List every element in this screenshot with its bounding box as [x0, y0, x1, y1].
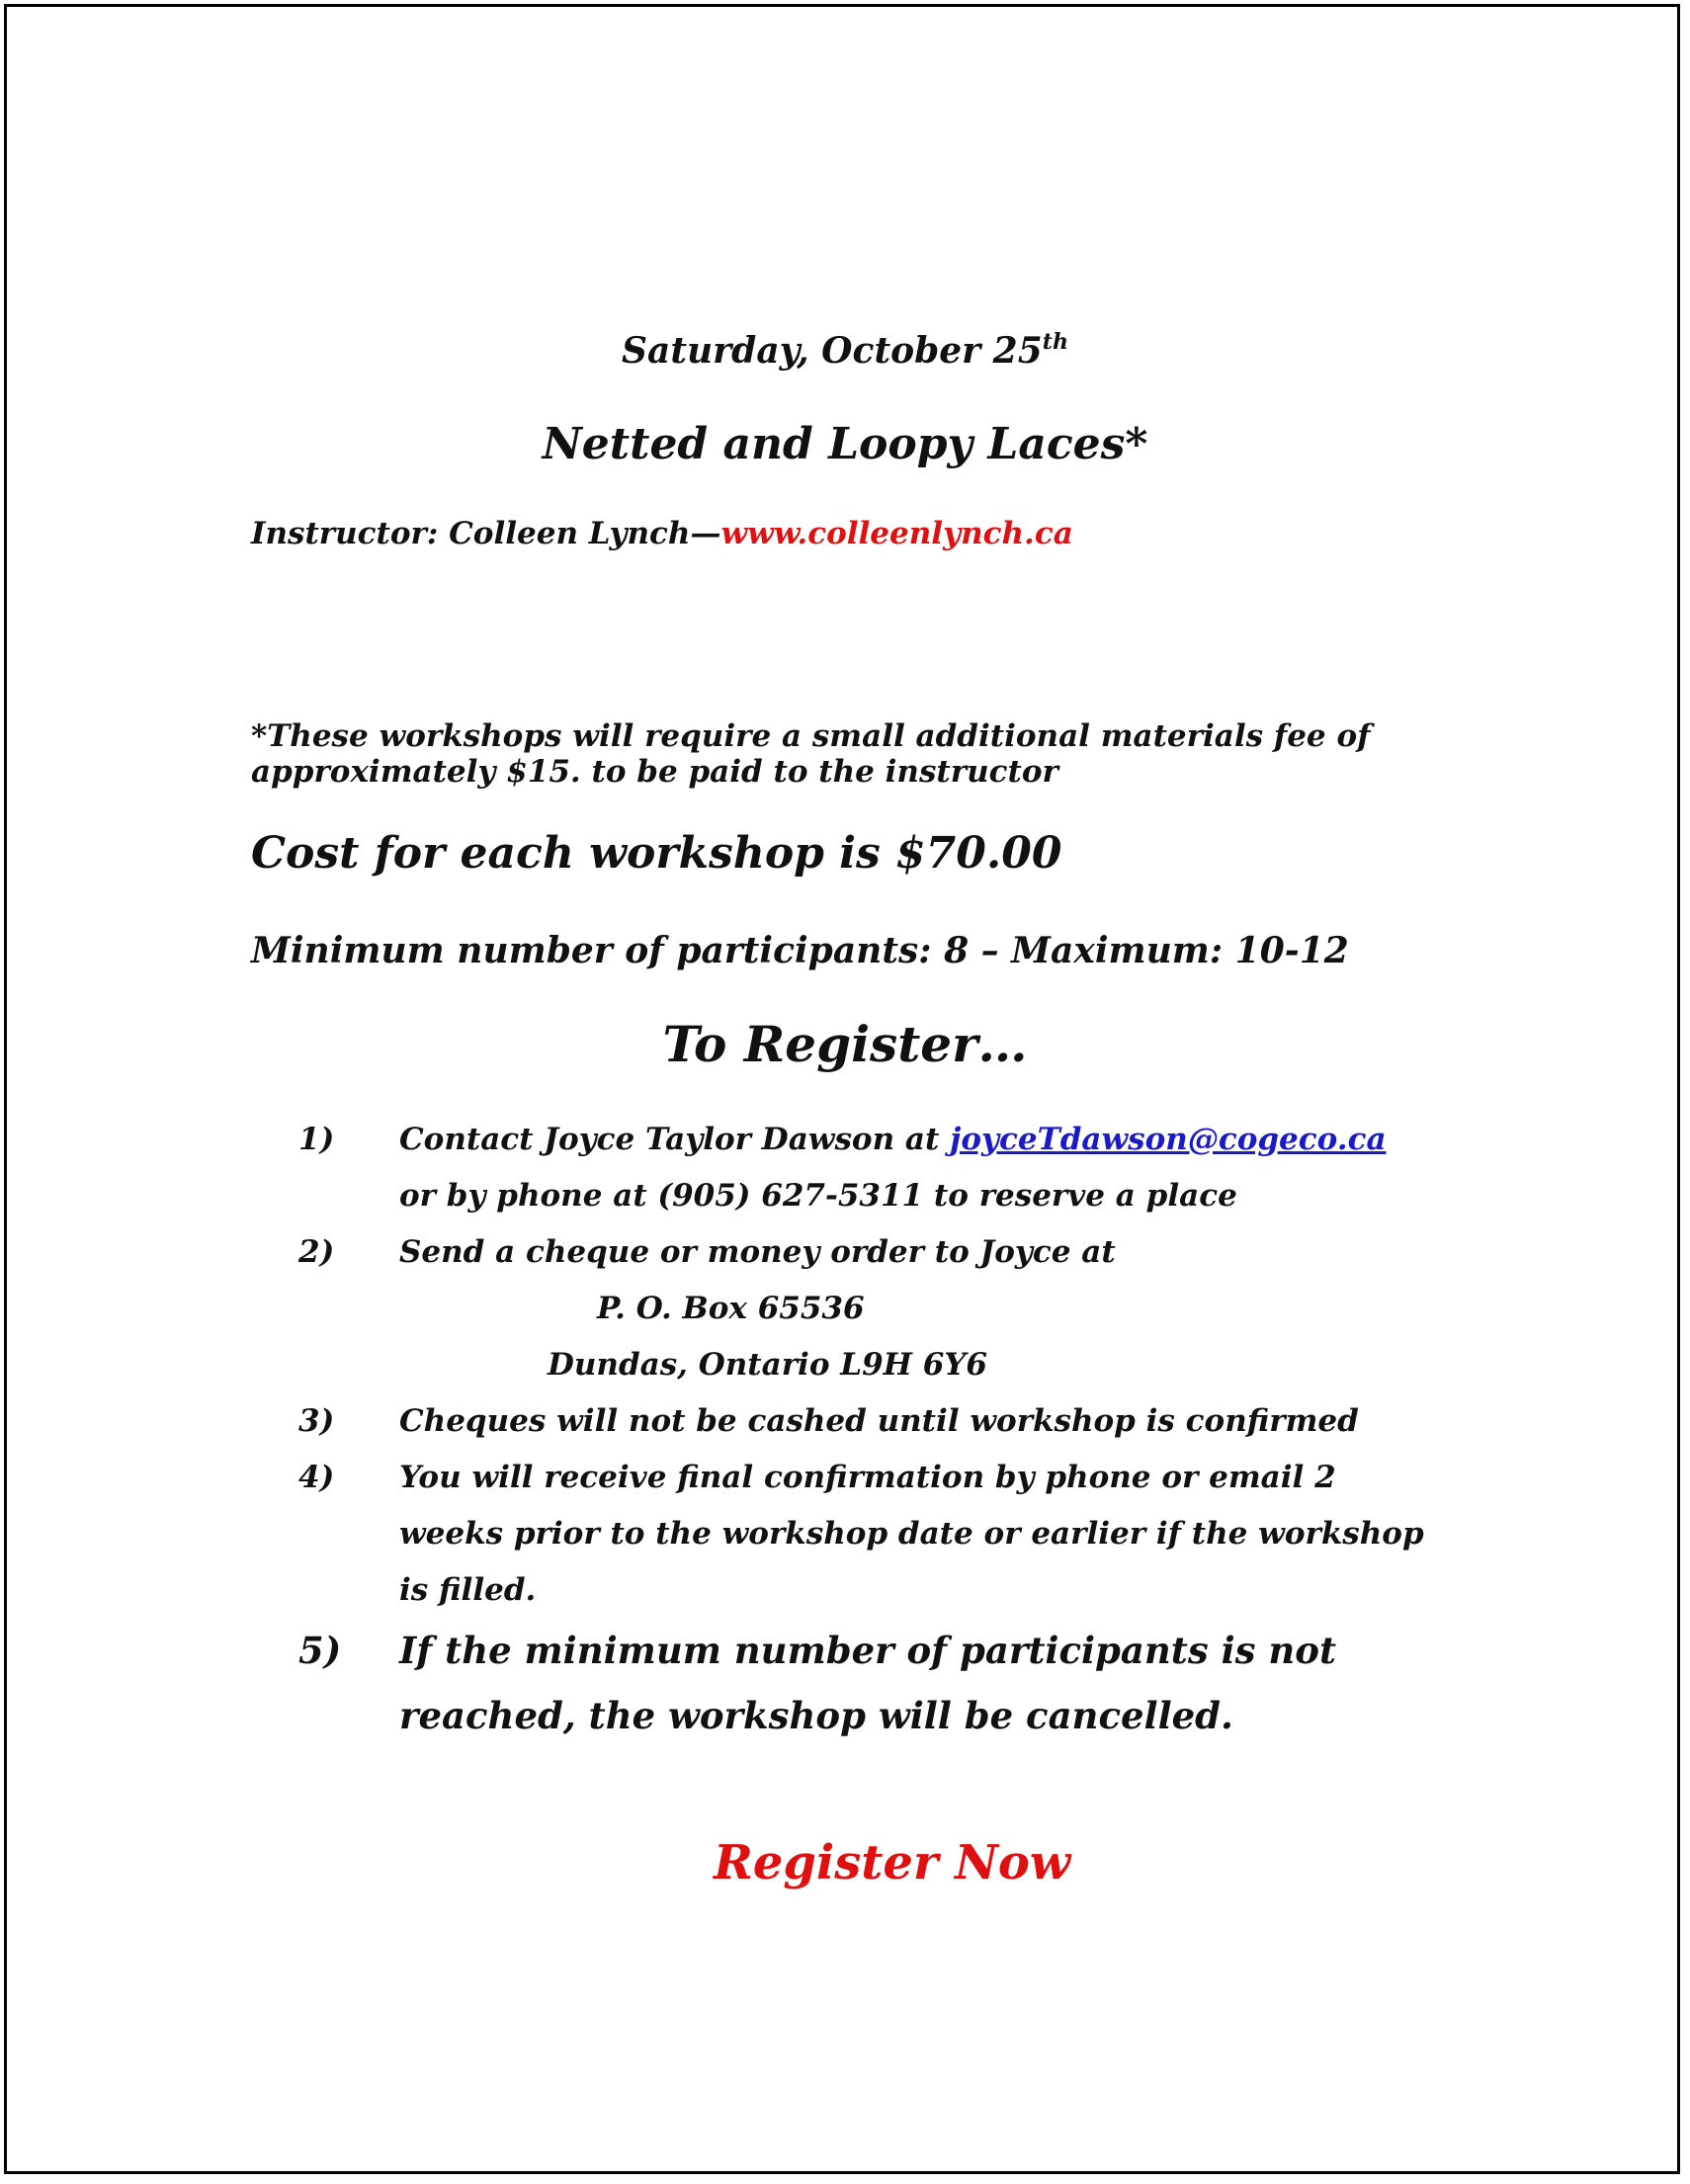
step-5-line-1: If the minimum number of participants is not [399, 1629, 1337, 1672]
register-heading: To Register… [662, 1015, 1028, 1073]
step-5-number: 5) [298, 1629, 342, 1672]
step-2-text: Send a cheque or money order to Joyce at [399, 1234, 1116, 1270]
instructor-line [251, 516, 1073, 551]
materials-note-line-2: approximately $15. to be paid to the instructor [251, 754, 1058, 790]
address-line-1: P. O. Box 65536 [597, 1291, 865, 1326]
workshop-title: Netted and Loopy Laces* [542, 419, 1148, 469]
address-line-2: Dundas, Ontario L9H 6Y6 [548, 1347, 988, 1383]
step-1-number: 1) [298, 1122, 335, 1157]
event-date [0, 330, 1690, 372]
step-4-line-2: weeks prior to the workshop date or earlier if the workshop [399, 1516, 1424, 1552]
step-3-text: Cheques will not be cashed until workshop is confirmed [399, 1403, 1359, 1439]
event-date-suffix: th [1042, 329, 1068, 355]
step-2-number: 2) [298, 1234, 335, 1270]
cost-line: Cost for each workshop is $70.00 [251, 828, 1062, 879]
step-3-number: 3) [298, 1403, 335, 1439]
materials-note-line-1: *These workshops will require a small additional materials fee of [251, 718, 1371, 754]
step-4-line-3: is filled. [399, 1572, 537, 1608]
instructor-website-link[interactable]: www.colleenlynch.ca [720, 516, 1073, 551]
step-4-line-1: You will receive final confirmation by phone or email 2 [399, 1460, 1336, 1495]
materials-fee-note [251, 718, 1437, 790]
register-now-link[interactable]: Register Now [714, 1835, 1071, 1890]
step-5-line-2: reached, the workshop will be cancelled. [399, 1694, 1233, 1737]
step-4-number: 4) [298, 1460, 335, 1495]
email-link[interactable]: joyceTdawson@cogeco.ca [950, 1122, 1387, 1157]
event-date-text: Saturday, October 25 [622, 330, 1043, 372]
participants-line: Minimum number of participants: 8 – Maximum: 10-12 [251, 930, 1349, 971]
step-1-label: Contact Joyce Taylor Dawson at [399, 1122, 951, 1157]
instructor-label: Instructor: Colleen Lynch— [251, 516, 721, 551]
step-1-line-2: or by phone at (905) 627-5311 to reserve a place [399, 1178, 1237, 1214]
step-1-text [399, 1122, 1387, 1157]
